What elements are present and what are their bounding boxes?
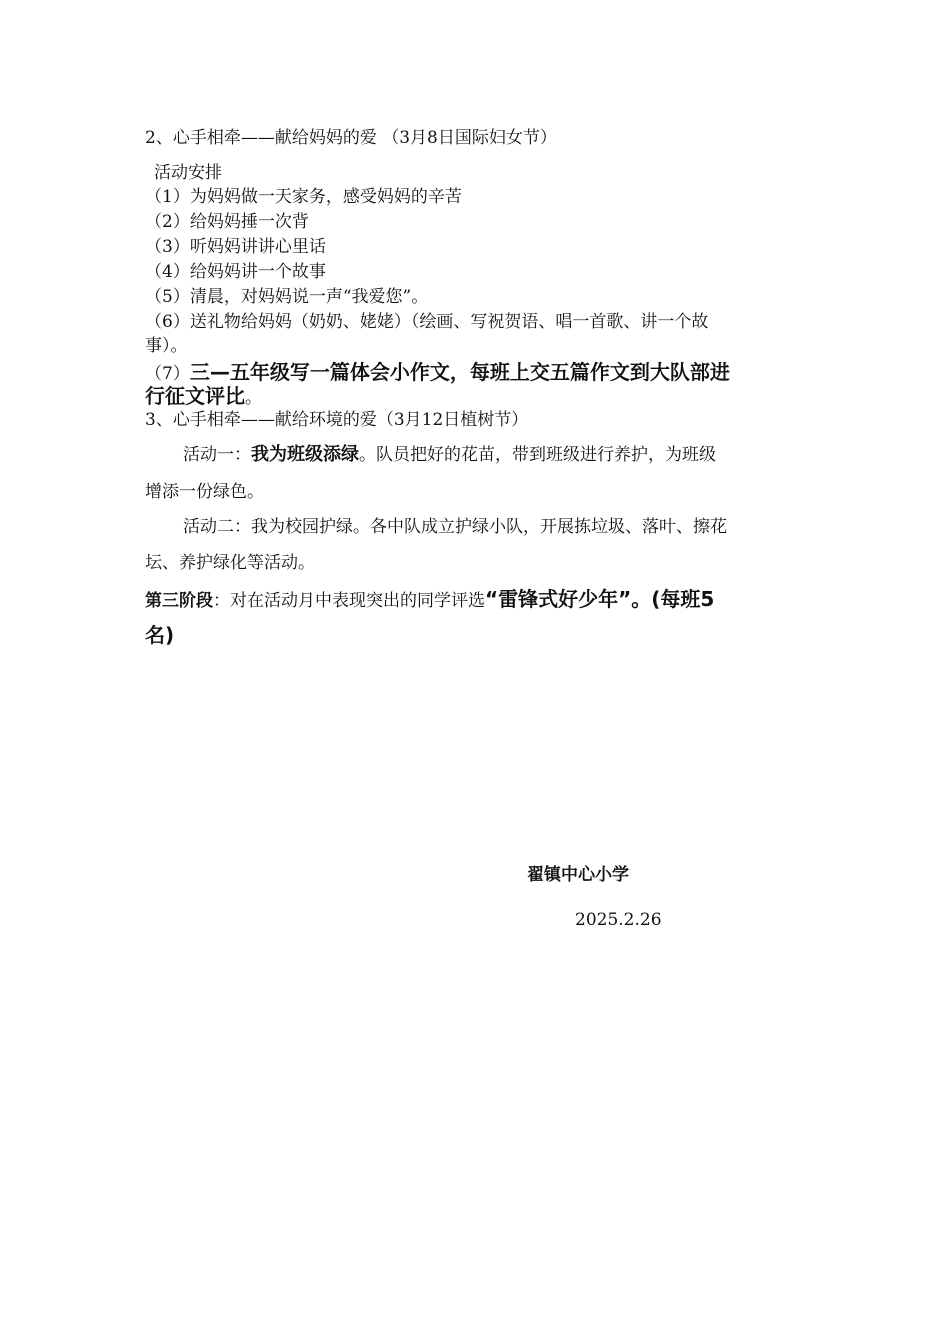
stage3-text: ：对在活动月中表现突出的同学评选	[213, 591, 485, 611]
list-item: 事）。	[145, 336, 188, 356]
item7-prefix: （7）	[145, 364, 190, 384]
stage3-line2	[145, 623, 174, 649]
list-item-7-cont	[145, 384, 262, 410]
activity2-line2: 坛、养护绿化等活动。	[145, 553, 315, 573]
section3-heading: 3、心手相牵——献给环境的爱（3月12日植树节）	[145, 410, 529, 430]
stage3-line	[145, 587, 714, 613]
activity1-text: 。队员把好的花苗，带到班级进行养护，为班级	[359, 445, 716, 465]
item7-bold-text-cont: 行征文评比	[145, 384, 245, 408]
list-item: （2）给妈妈捶一次背	[145, 212, 309, 232]
list-item: （1）为妈妈做一天家务，感受妈妈的辛苦	[145, 187, 462, 207]
item7-end: 。	[245, 388, 262, 408]
activity1-prefix: 活动一：	[183, 445, 251, 465]
list-item: （4）给妈妈讲一个故事	[145, 262, 326, 282]
list-item: （3）听妈妈讲讲心里话	[145, 237, 326, 257]
date: 2025.2.26	[575, 910, 662, 930]
stage3-award-cont: 名)	[145, 623, 175, 647]
item7-bold-text: 三—五年级写一篇体会小作文，每班上交五篇作文到大队部进	[189, 360, 730, 384]
stage3-label: 第三阶段	[145, 591, 213, 611]
activity1-title: 我为班级添绿	[251, 444, 359, 465]
activity2-line: 活动二：我为校园护绿。各中队成立护绿小队，开展拣垃圾、落叶、擦花	[183, 517, 727, 537]
section2-heading: 2、心手相牵——献给妈妈的爱 （3月8日国际妇女节）	[145, 128, 557, 148]
school-name: 翟镇中心小学	[527, 865, 629, 885]
activity1-line	[183, 443, 716, 467]
stage3-award: “雷锋式好少年”。(每班5	[485, 587, 715, 611]
activity1-line2: 增添一份绿色。	[145, 482, 264, 502]
arrangement-title: 活动安排	[154, 163, 222, 183]
list-item-7	[145, 360, 730, 386]
list-item: （6）送礼物给妈妈（奶奶、姥姥）（绘画、写祝贺语、唱一首歌、讲一个故	[145, 312, 709, 332]
list-item: （5）清晨，对妈妈说一声“我爱您”。	[145, 287, 429, 307]
